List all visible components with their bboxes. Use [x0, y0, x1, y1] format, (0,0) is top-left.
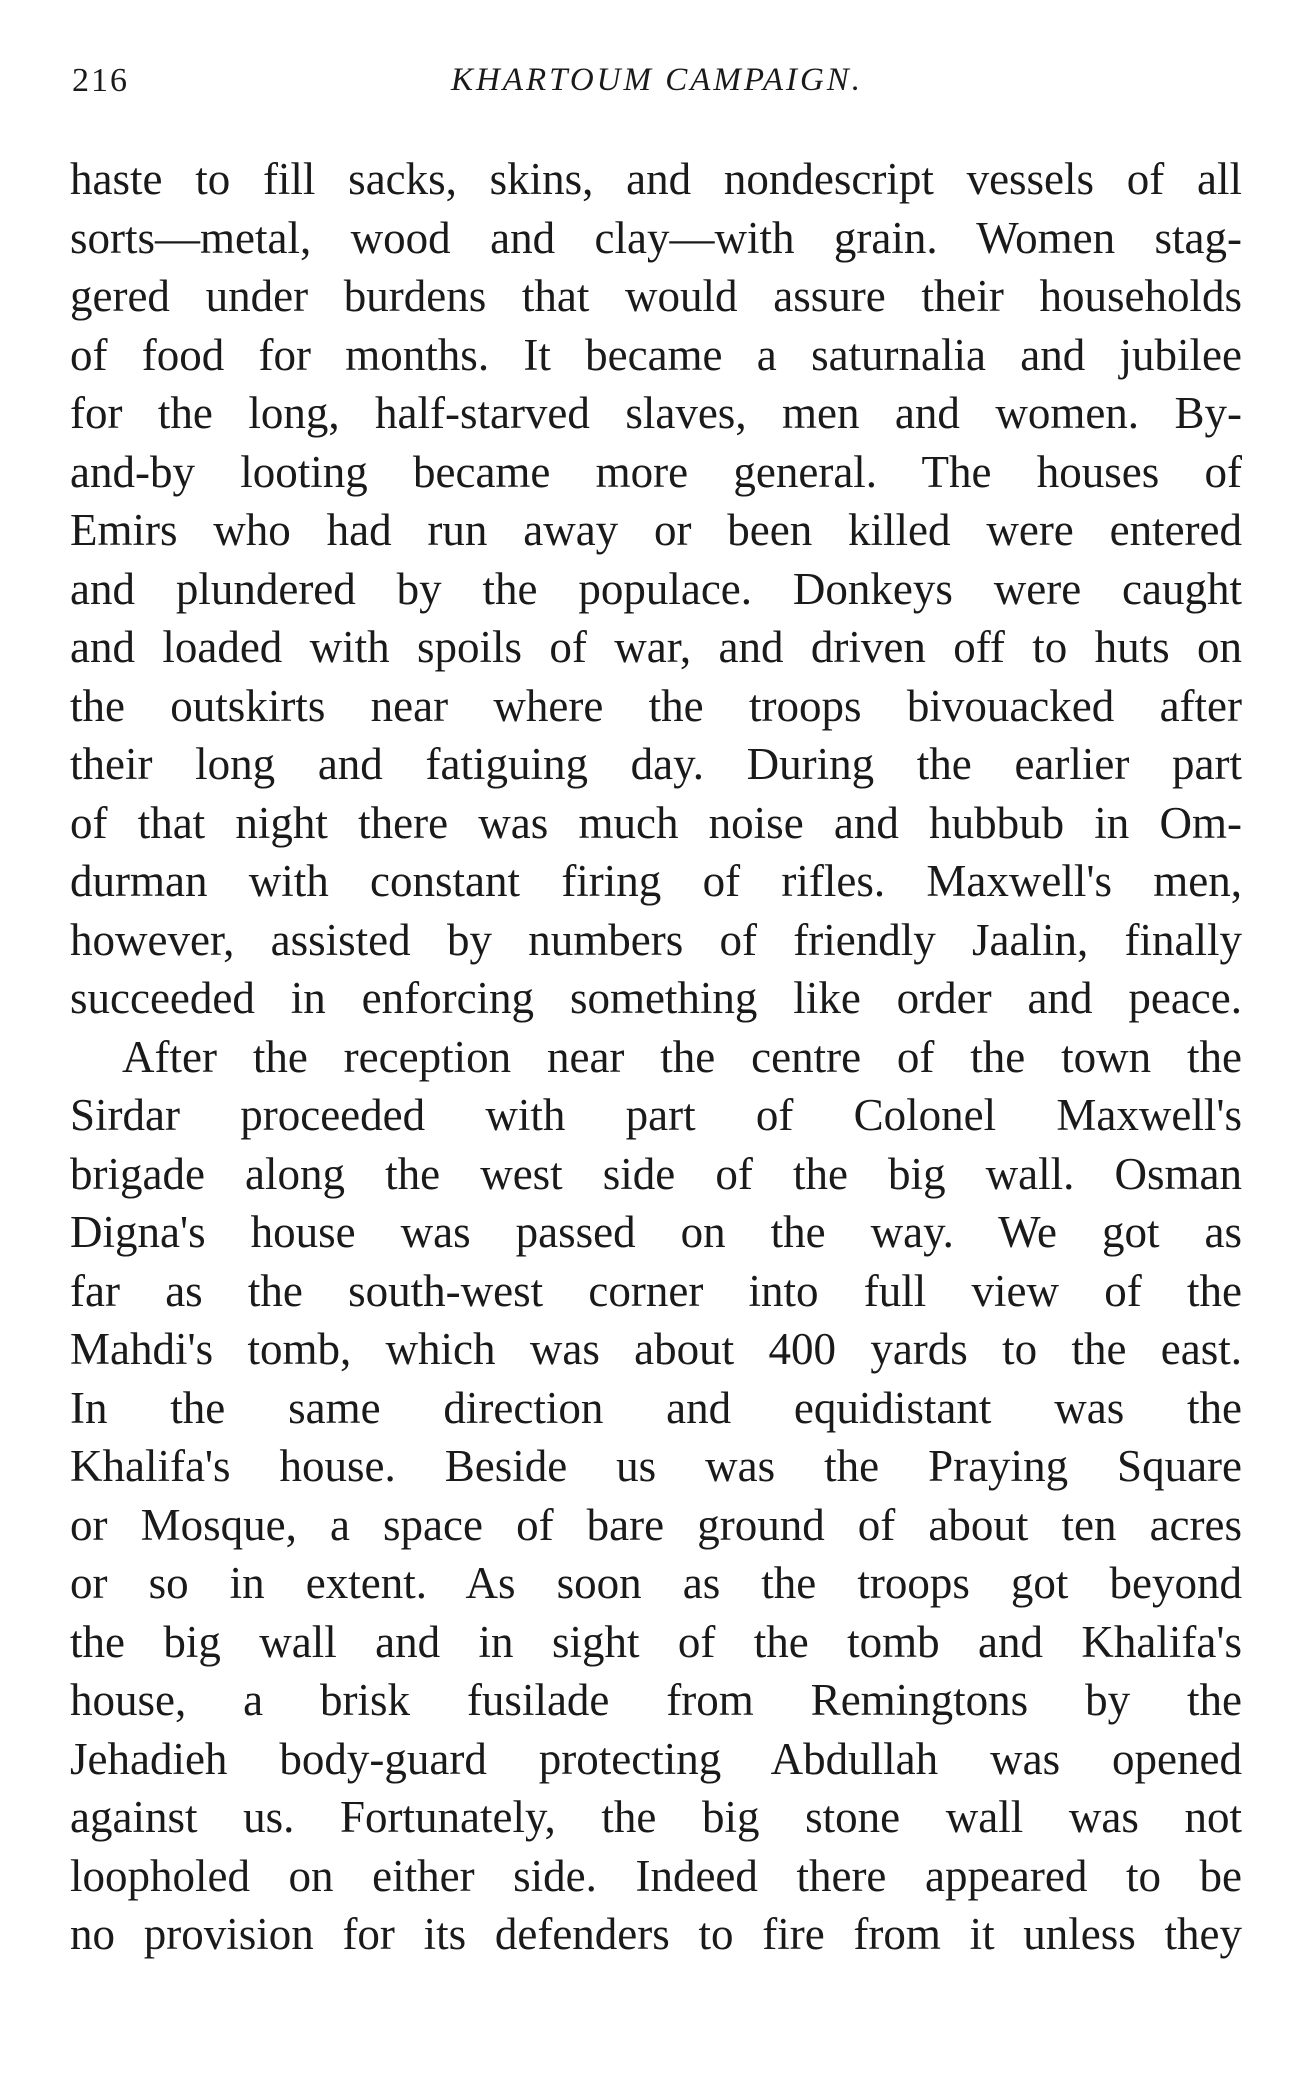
- text-line: Digna's house was passed on the way. We got as: [70, 1207, 1242, 1257]
- text-line: In the same direction and equidistant was the: [70, 1382, 1242, 1433]
- text-line: for the long, half-starved slaves, men and women. By-: [70, 388, 1242, 438]
- text-line: their long and fatiguing day. During the earlier part: [70, 739, 1242, 789]
- text-line: durman with constant firing of rifles. Maxwell's men,: [70, 856, 1242, 906]
- text-line: Mahdi's tomb, which was about 400 yards to the east.: [70, 1324, 1242, 1374]
- text-line: of food for months. It became a saturnalia and jubilee: [70, 329, 1242, 380]
- text-line: house, a brisk fusilade from Remingtons by the: [70, 1675, 1242, 1725]
- text-line: the big wall and in sight of the tomb and Khalifa's: [70, 1616, 1242, 1667]
- text-line: however, assisted by numbers of friendly Jaalin, finally: [70, 914, 1242, 965]
- text-line: against us. Fortunately, the big stone wall was not: [70, 1792, 1242, 1842]
- text-line: gered under burdens that would assure their households: [70, 271, 1242, 321]
- text-line: and loaded with spoils of war, and driven off to huts on: [70, 622, 1242, 672]
- text-line: or Mosque, a space of bare ground of about ten acres: [70, 1499, 1242, 1550]
- text-line: Emirs who had run away or been killed were entered: [70, 505, 1242, 555]
- paragraph-start-line: After the reception near the centre of the town the: [122, 1031, 1242, 1082]
- text-line: of that night there was much noise and hubbub in Om-: [70, 797, 1242, 848]
- text-line: sorts—metal, wood and clay—with grain. Women stag-: [70, 212, 1242, 263]
- text-line: and plundered by the populace. Donkeys were caught: [70, 563, 1242, 614]
- text-line: the outskirts near where the troops bivouacked after: [70, 680, 1242, 731]
- text-line: haste to fill sacks, skins, and nondescript vessels of all: [70, 154, 1242, 204]
- text-line: no provision for its defenders to fire from it unless they: [70, 1909, 1242, 1959]
- text-line: Jehadieh body-guard protecting Abdullah was opened: [70, 1733, 1242, 1784]
- body-text: [70, 150, 1242, 1964]
- text-line: brigade along the west side of the big wall. Osman: [70, 1148, 1242, 1199]
- running-head: [72, 62, 1242, 112]
- text-line: loopholed on either side. Indeed there appeared to be: [70, 1850, 1242, 1901]
- text-line: succeeded in enforcing something like order and peace.: [70, 973, 1242, 1023]
- text-line: Sirdar proceeded with part of Colonel Maxwell's: [70, 1090, 1242, 1140]
- running-title: KHARTOUM CAMPAIGN.: [450, 62, 864, 98]
- page-number: 216: [72, 62, 129, 99]
- text-line: Khalifa's house. Beside us was the Praying Square: [70, 1441, 1242, 1491]
- text-line: and-by looting became more general. The houses of: [70, 446, 1242, 497]
- text-line: or so in extent. As soon as the troops got beyond: [70, 1558, 1242, 1608]
- text-line: far as the south-west corner into full view of the: [70, 1265, 1242, 1316]
